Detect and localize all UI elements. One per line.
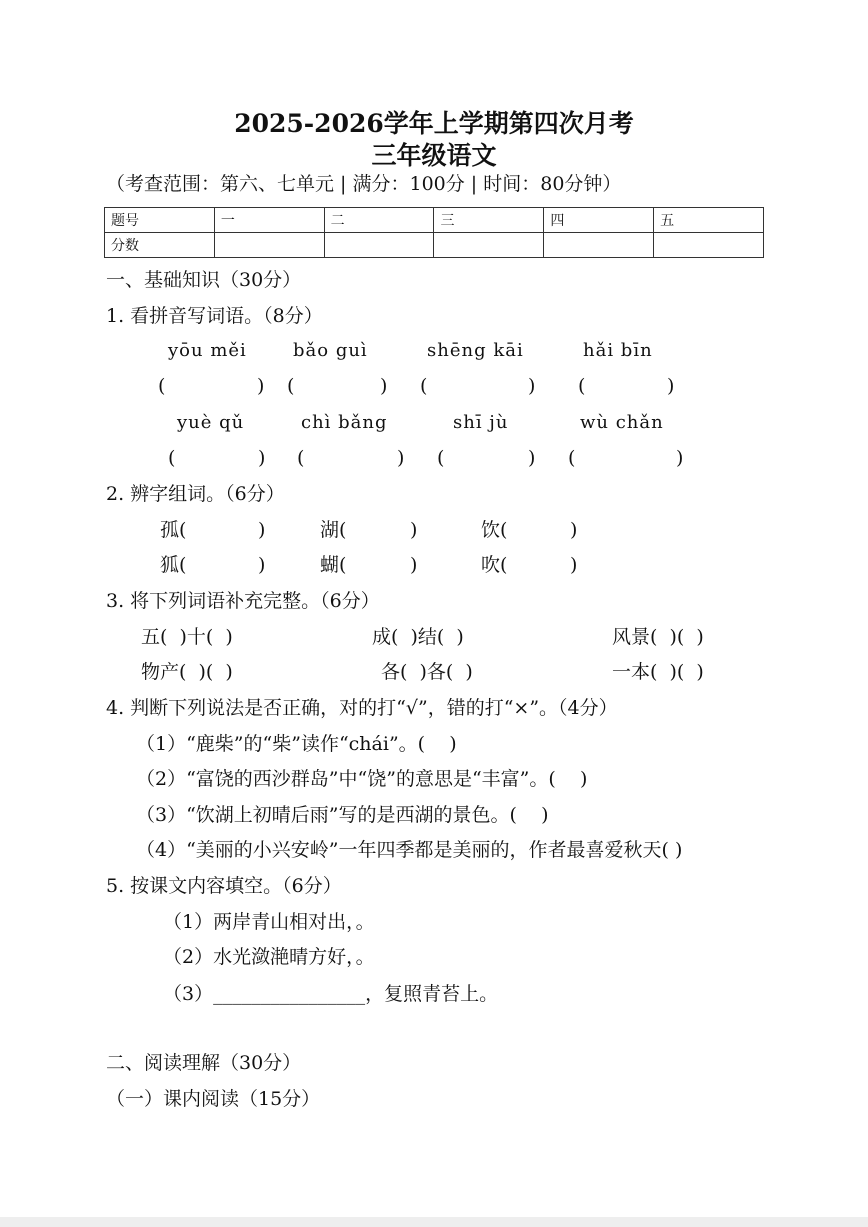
table-cell: 四	[544, 208, 654, 233]
score-input-cell[interactable]	[434, 233, 544, 258]
subsection-heading: （一）课内阅读（15分）	[106, 1088, 321, 1110]
answer-paren-close: )	[667, 375, 675, 397]
answer-paren-open: (	[297, 447, 305, 469]
word-item: 一本( )( )	[612, 661, 704, 683]
answer-paren-close: )	[410, 554, 418, 576]
judge-item: （2）“富饶的西沙群岛”中“饶”的意思是“丰富”。( )	[136, 768, 588, 790]
question-title: 4. 判断下列说法是否正确，对的打“√”，错的打“×”。（4分）	[106, 697, 618, 719]
answer-paren-close: )	[258, 554, 266, 576]
word-item: 饮(	[481, 519, 508, 541]
pinyin-text: hǎi bīn	[583, 340, 653, 361]
judge-item: （3）“饮湖上初晴后雨”写的是西湖的景色。( )	[136, 804, 549, 826]
question-title: 2. 辨字组词。（6分）	[106, 483, 285, 505]
table-cell: 五	[654, 208, 764, 233]
word-item: 风景( )( )	[612, 626, 704, 648]
answer-paren-close: )	[570, 554, 578, 576]
exam-subtitle: 三年级语文	[371, 141, 497, 170]
pinyin-text: wù chǎn	[580, 412, 664, 433]
score-input-cell[interactable]	[214, 233, 324, 258]
answer-paren-close: )	[676, 447, 684, 469]
fill-item: （3）________________，复照青苔上。	[163, 983, 499, 1005]
word-item: 五( )十( )	[141, 626, 233, 648]
page-bottom-edge	[0, 1217, 868, 1227]
question-title: 5. 按课文内容填空。（6分）	[106, 875, 342, 897]
answer-paren-open: (	[287, 375, 295, 397]
section-heading: 二、阅读理解（30分）	[106, 1052, 302, 1074]
question-title: 3. 将下列词语补充完整。（6分）	[106, 590, 380, 612]
pinyin-text: shī jù	[453, 412, 509, 433]
word-item: 孤(	[160, 519, 187, 541]
answer-paren-open: (	[420, 375, 428, 397]
answer-paren-close: )	[258, 447, 266, 469]
pinyin-text: yōu měi	[168, 340, 247, 361]
answer-paren-close: )	[258, 519, 266, 541]
score-input-cell[interactable]	[654, 233, 764, 258]
answer-paren-close: )	[570, 519, 578, 541]
question-title: 1. 看拼音写词语。（8分）	[106, 305, 323, 327]
fill-item: （1）两岸青山相对出，。	[163, 911, 375, 933]
score-table-header-row	[105, 208, 764, 233]
table-cell: 题号	[105, 208, 215, 233]
word-item: 成( )结( )	[372, 626, 464, 648]
score-table	[104, 207, 764, 258]
pinyin-text: bǎo guì	[293, 340, 368, 361]
answer-paren-open: (	[437, 447, 445, 469]
table-cell: 一	[214, 208, 324, 233]
score-table-score-row	[105, 233, 764, 258]
answer-paren-close: )	[380, 375, 388, 397]
answer-paren-open: (	[158, 375, 166, 397]
answer-paren-close: )	[257, 375, 265, 397]
table-cell: 三	[434, 208, 544, 233]
word-item: 物产( )( )	[141, 661, 233, 683]
answer-paren-close: )	[397, 447, 405, 469]
table-cell: 分数	[105, 233, 215, 258]
pinyin-text: yuè qǔ	[177, 412, 245, 433]
word-item: 各( )各( )	[381, 661, 473, 683]
answer-paren-open: (	[578, 375, 586, 397]
answer-paren-close: )	[410, 519, 418, 541]
score-input-cell[interactable]	[544, 233, 654, 258]
judge-item: （4）“美丽的小兴安岭”一年四季都是美丽的，作者最喜爱秋天( )	[136, 839, 683, 861]
exam-title: 2025-2026学年上学期第四次月考	[234, 109, 634, 138]
pinyin-text: chì bǎng	[301, 412, 388, 433]
pinyin-text: shēng kāi	[427, 340, 524, 361]
score-input-cell[interactable]	[324, 233, 434, 258]
word-item: 湖(	[320, 519, 347, 541]
answer-paren-open: (	[168, 447, 176, 469]
answer-paren-close: )	[528, 447, 536, 469]
exam-info: （考查范围：第六、七单元 | 满分：100分 | 时间：80分钟）	[106, 173, 622, 195]
word-item: 吹(	[481, 554, 508, 576]
table-cell: 二	[324, 208, 434, 233]
section-heading: 一、基础知识（30分）	[106, 269, 302, 291]
judge-item: （1）“鹿柴”的“柴”读作“chái”。( )	[136, 733, 457, 755]
word-item: 蝴(	[320, 554, 347, 576]
word-item: 狐(	[160, 554, 187, 576]
fill-item: （2）水光潋滟晴方好，。	[163, 946, 375, 968]
answer-paren-open: (	[568, 447, 576, 469]
answer-paren-close: )	[528, 375, 536, 397]
